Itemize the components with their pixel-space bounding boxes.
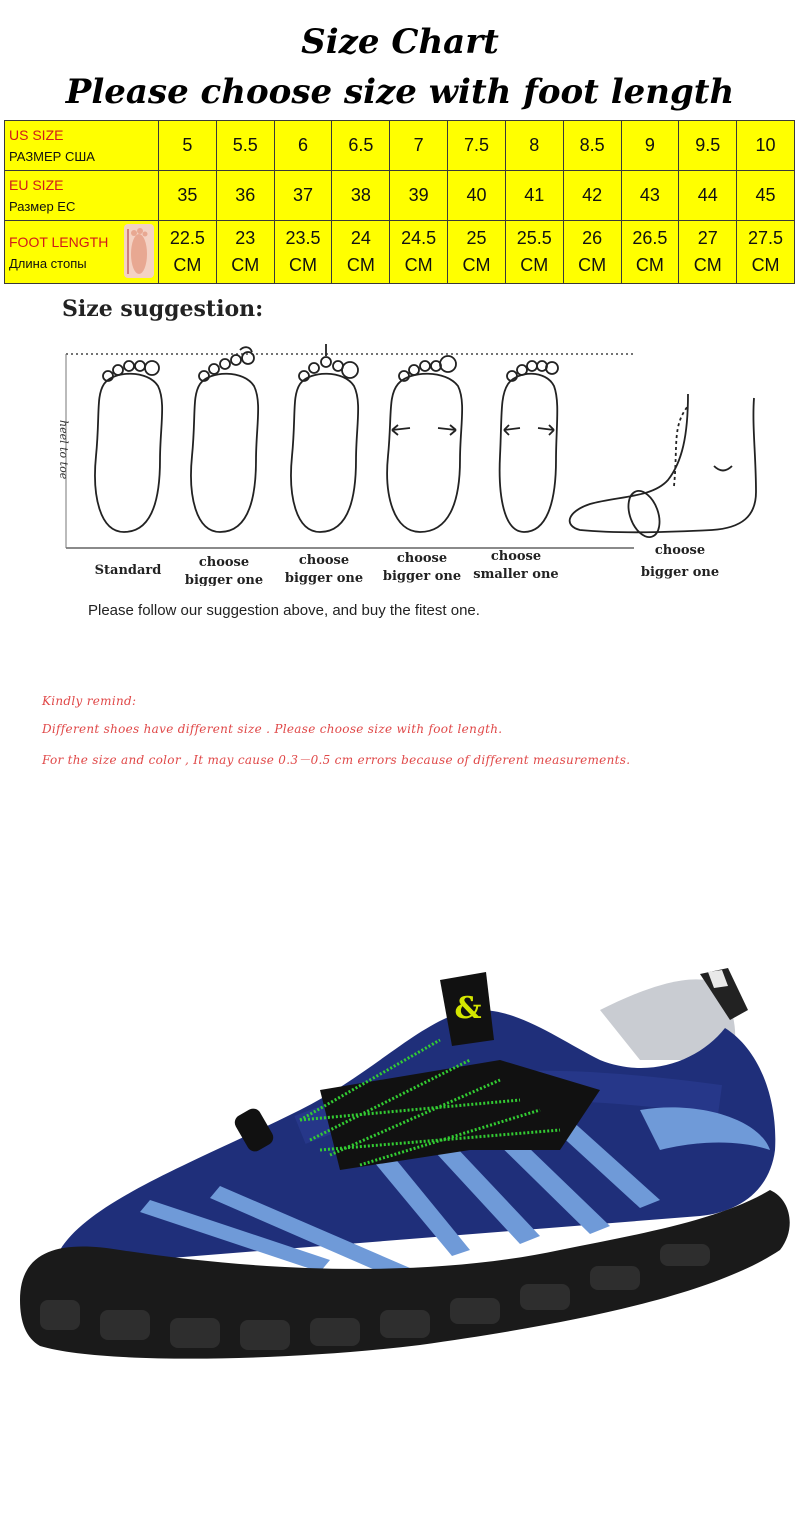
table-cell: 42 [563, 171, 621, 221]
caption-4-line2: bigger one [382, 569, 462, 584]
label-ru: Длина стопы [9, 255, 87, 271]
table-cell: 43 [621, 171, 679, 221]
remind-line-1: Different shoes have different size . Please choose size with foot length. [42, 722, 503, 736]
label-en: EU SIZE [9, 177, 64, 193]
table-cell: 7.5 [448, 121, 506, 171]
table-cell: 8 [505, 121, 563, 171]
foot-outline-standard [95, 361, 162, 532]
caption-3-line2: bigger one [284, 571, 364, 586]
caption-2-line1: choose [198, 555, 250, 570]
table-cell: 5 [159, 121, 217, 171]
table-cell: 39 [390, 171, 448, 221]
foot-measure-icon [124, 224, 154, 278]
foot-outline-narrow [500, 361, 558, 532]
heel-to-toe-label: heel to toe [57, 420, 70, 480]
table-cell: 40 [448, 171, 506, 221]
table-cell: 9.5 [679, 121, 737, 171]
foot-outline-3 [291, 344, 358, 532]
brand-logo: & [454, 991, 482, 1026]
label-en: FOOT LENGTH [9, 233, 109, 250]
product-photo-shoe [0, 950, 800, 1370]
table-cell: 45 [737, 171, 795, 221]
table-cell: 23.5 CM [274, 221, 332, 284]
caption-standard: Standard [94, 563, 162, 578]
row-label-us-size [5, 121, 159, 171]
table-cell: 10 [737, 121, 795, 171]
foot-shape-diagram [52, 336, 772, 586]
table-cell: 5.5 [216, 121, 274, 171]
caption-3-line1: choose [298, 553, 350, 568]
foot-outline-high-instep [570, 394, 756, 541]
caption-5-line1: choose [490, 549, 542, 564]
page-title: Size Chart [301, 22, 499, 62]
row-label-eu-size [5, 171, 159, 221]
table-cell: 37 [274, 171, 332, 221]
table-cell: 8.5 [563, 121, 621, 171]
caption-2-line2: bigger one [184, 573, 264, 586]
remind-line-2: For the size and color , It may cause 0.3－0.5 cm errors because of different measurements. [42, 753, 631, 767]
caption-6-line1: choose [654, 543, 706, 558]
table-cell: 44 [679, 171, 737, 221]
table-cell: 23 CM [216, 221, 274, 284]
table-cell: 27 CM [679, 221, 737, 284]
table-cell: 26.5 CM [621, 221, 679, 284]
table-cell: 6.5 [332, 121, 390, 171]
table-cell: 9 [621, 121, 679, 171]
suggestion-note: Please follow our suggestion above, and buy the fitest one. [88, 602, 480, 619]
foot-outline-2 [191, 347, 258, 532]
table-cell: 25.5 CM [505, 221, 563, 284]
table-cell: 26 CM [563, 221, 621, 284]
size-suggestion-title: Size suggestion: [62, 296, 264, 322]
table-cell: 38 [332, 171, 390, 221]
table-cell: 25 CM [448, 221, 506, 284]
table-row-us-size [5, 121, 795, 171]
label-ru: РАЗМЕР США [9, 149, 95, 164]
caption-4-line1: choose [396, 551, 448, 566]
table-cell: 41 [505, 171, 563, 221]
size-chart-table [4, 120, 795, 284]
page-subtitle: Please choose size with foot length [65, 72, 735, 112]
table-row-eu-size [5, 171, 795, 221]
table-cell: 6 [274, 121, 332, 171]
table-cell: 22.5 CM [159, 221, 217, 284]
table-cell: 7 [390, 121, 448, 171]
caption-6-line2: bigger one [640, 565, 720, 580]
foot-outline-wide [387, 356, 462, 532]
table-cell: 24.5 CM [390, 221, 448, 284]
table-cell: 36 [216, 171, 274, 221]
table-row-foot-length [5, 221, 795, 284]
table-cell: 27.5 CM [737, 221, 795, 284]
remind-heading: Kindly remind: [42, 694, 137, 708]
caption-5-line2: smaller one [473, 567, 559, 582]
row-label-foot-length [5, 221, 159, 284]
table-cell: 24 CM [332, 221, 390, 284]
label-en: US SIZE [9, 127, 64, 143]
table-cell: 35 [159, 171, 217, 221]
label-ru: Размер ЕС [9, 199, 76, 214]
